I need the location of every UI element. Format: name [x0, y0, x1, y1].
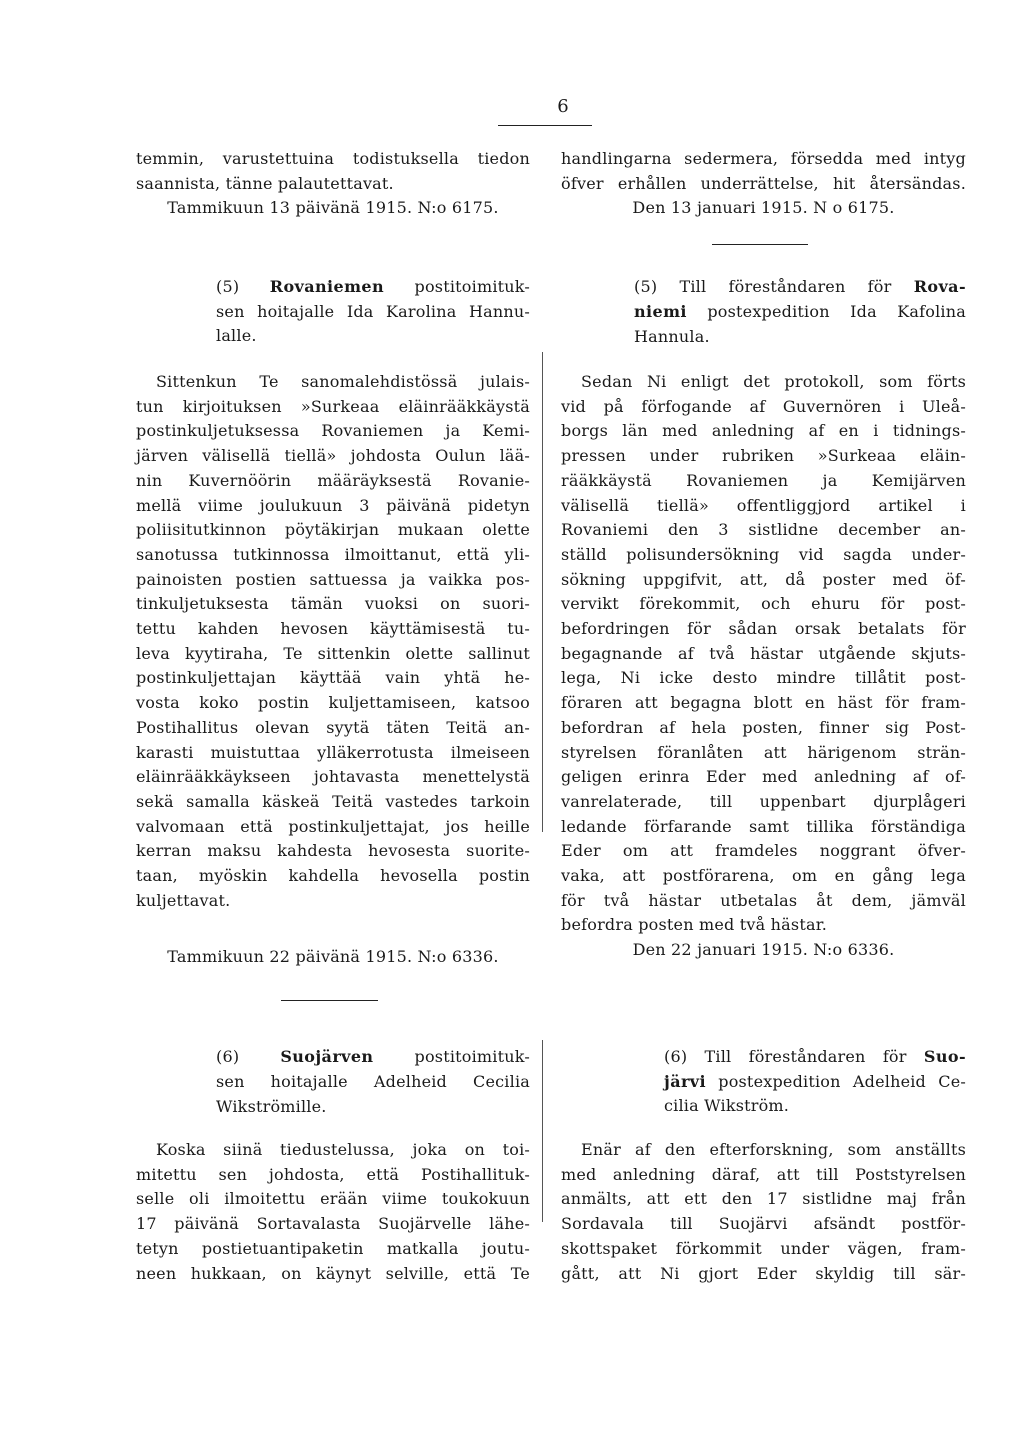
text-line: Postihallitus olevan syytä täten Teitä an- [136, 717, 530, 737]
page-number-rule [498, 125, 592, 126]
section-6-body-right [561, 1138, 966, 1286]
text-line: sekä samalla käskeä Teitä vastedes tarkoin [136, 791, 530, 811]
office-name: järvi [664, 1071, 706, 1091]
heading-text: postexpedition Adelheid Ce- [718, 1071, 966, 1091]
section-6-heading-left-lines [216, 1070, 530, 1119]
text-line: järven välisellä tiellä» johdosta Oulun lää- [136, 446, 530, 466]
heading-line [634, 275, 966, 300]
section-5-heading-right-cont [634, 300, 966, 349]
section-6-heading-right [664, 1045, 966, 1119]
text-line: med anledning däraf, att till Poststyrelsen [561, 1164, 966, 1184]
text-line: ledande förfarande samt tillika förständiga [561, 816, 966, 836]
section-number: (5) [634, 277, 658, 296]
text-line: gått, att Ni gjort Eder skyldig till sär- [561, 1263, 966, 1283]
section-6-body-left [136, 1138, 530, 1286]
text-line: Sordavala till Suojärvi afsändt postför- [561, 1214, 966, 1234]
text-line: poliisitutkinnon pöytäkirjan mukaan olette [136, 520, 530, 540]
text-line: postinkuljetuksessa Rovaniemen ja Kemi- [136, 421, 530, 441]
text-line: borgs län med anledning af en i tidnings- [561, 421, 966, 441]
text-line: painoisten postien sattuessa ja vaikka pos- [136, 569, 530, 589]
heading-line [664, 1045, 966, 1070]
section-separator-rule [712, 244, 808, 245]
text-line: vaka, att postförarena, om en gång lega [561, 866, 966, 886]
text-line: saannista, tänne palautettavat. [136, 173, 394, 193]
date-line: Den 13 januari 1915. N o 6175. [632, 198, 895, 218]
text-line: taan, myöskin kahdella hevosella postin [136, 866, 530, 886]
heading-text: postitoimituk- [414, 1047, 530, 1066]
section-separator-rule [281, 1000, 378, 1001]
text-line: valvomaan että postinkuljettajat, jos heille [136, 816, 530, 836]
text-line: styrelsen föranlåten att härigenom strän- [561, 742, 966, 762]
text-line: tinkuljetuksesta tämän vuoksi on suori- [136, 594, 530, 614]
heading-line: lalle. [216, 326, 257, 346]
text-line: anmälts, att ett den 17 sistlidne maj från [561, 1189, 966, 1209]
office-name: Rovaniemen [269, 277, 385, 296]
text-line: mitettu sen johdosta, että Postihallituk- [136, 1164, 530, 1184]
text-line: tettu kahden hevosen käyttämisestä tu- [136, 619, 530, 639]
heading-line [216, 1045, 530, 1070]
column-divider [542, 1040, 543, 1222]
heading-line [216, 275, 530, 300]
text-line: kerran maksu kahdesta hevosesta suorite- [136, 841, 530, 861]
section-5-body-right [561, 370, 966, 963]
heading-text: Till föreståndaren för [704, 1047, 907, 1066]
text-line: öfver erhållen underrättelse, hit återsändas. [561, 173, 966, 193]
section-number: (5) [216, 277, 240, 296]
text-line: föraren att begagna blott en häst för fram- [561, 693, 966, 713]
heading-text: postitoimituk- [414, 277, 530, 296]
section-6-heading-left [216, 1045, 530, 1070]
text-line: karasti muistuttaa ylläkerrotusta ilmeiseen [136, 742, 530, 762]
text-line: pressen under rubriken »Surkeaa eläin- [561, 446, 966, 466]
text-line: tetyn postietuantipaketin matkalla joutu- [136, 1238, 530, 1258]
heading-line [664, 1070, 966, 1095]
text-line: ställd polisundersökning vid sagda under- [561, 544, 966, 564]
heading-line: Hannula. [634, 326, 710, 346]
text-line: Sedan Ni enligt det protokoll, som förts [581, 372, 966, 391]
text-line: begagnande af två hästar utgående skjuts- [561, 643, 966, 663]
text-line: temmin, varustettuina todistuksella tiedon [136, 149, 530, 168]
heading-text: postexpedition Ida Kafolina [707, 302, 966, 321]
heading-line: sen hoitajalle Adelheid Cecilia [216, 1072, 530, 1091]
text-line: geligen erinra Eder med anledning af of- [561, 767, 966, 787]
heading-text: Till föreståndaren för [679, 277, 892, 296]
section-5-body-left [136, 370, 530, 913]
left-top-continuation [136, 147, 530, 221]
office-name: Suo- [923, 1047, 966, 1066]
date-line: Tammikuun 22 päivänä 1915. N:o 6336. [167, 947, 499, 966]
text-line: befordra posten med två hästar. [561, 915, 828, 935]
date-line: Tammikuun 13 päivänä 1915. N:o 6175. [167, 198, 499, 218]
text-line: Enär af den efterforskning, som anställts [581, 1140, 966, 1159]
text-line: sanotussa tutkinnossa ilmoittanut, että yli- [136, 544, 530, 564]
section-5-heading-left [216, 275, 530, 349]
date-line: Den 22 januari 1915. N:o 6336. [632, 940, 895, 960]
text-line: Koska siinä tiedustelussa, joka on toi- [156, 1140, 530, 1159]
text-line: kuljettavat. [136, 890, 231, 910]
office-name: Rova- [913, 277, 966, 296]
text-line: välisellä tiellä» offentliggjord artikel i [561, 495, 966, 515]
office-name: niemi [634, 302, 687, 321]
text-line: tun kirjoituksen »Surkeaa eläinrääkkäystä [136, 396, 530, 416]
heading-line: cilia Wikström. [664, 1096, 790, 1116]
section-number: (6) [664, 1047, 688, 1066]
right-top-continuation [561, 147, 966, 221]
text-line: neen hukkaan, on käynyt selville, että Te [136, 1263, 530, 1283]
page-number: 6 [557, 96, 569, 117]
text-line: vosta koko postin kuljettamiseen, katsoo [136, 693, 530, 713]
text-line: sökning uppgifvit, att, då poster med öf- [561, 569, 966, 589]
heading-line: sen hoitajalle Ida Karolina Hannu- [216, 301, 530, 321]
text-line: eläinrääkkäykseen johtavasta menettelystä [136, 767, 530, 787]
text-line: Rovaniemi den 3 sistlidne december an- [561, 520, 966, 540]
text-line: postinkuljettajan käyttää vain yhtä he- [136, 668, 530, 688]
text-line: vid på förfogande af Guvernören i Uleå- [561, 396, 966, 416]
text-line: skottspaket förkommit under vägen, fram- [561, 1238, 966, 1258]
text-line: för två hästar utbetalas åt dem, jämväl [561, 890, 966, 910]
text-line: rääkkäystä Rovaniemen ja Kemijärven [561, 470, 966, 490]
text-line: lega, Ni icke desto mindre tillåtit post- [561, 668, 966, 688]
section-5-heading-right [634, 275, 966, 300]
text-line: Sittenkun Te sanomalehdistössä julais- [156, 372, 530, 391]
section-5-date-left [136, 945, 530, 970]
text-line: selle oli ilmoitettu erään viime toukokuun [136, 1189, 530, 1209]
text-line: leva kyytiraha, Te sittenkin olette sallinut [136, 643, 530, 663]
text-line: 17 päivänä Sortavalasta Suojärvelle lähe- [136, 1214, 530, 1234]
text-line: nin Kuvernöörin määräyksestä Rovanie- [136, 470, 530, 490]
text-line: vervikt förekommit, och ehuru för post- [561, 594, 966, 614]
section-number: (6) [216, 1047, 240, 1066]
office-name: Suojärven [280, 1047, 374, 1066]
column-divider [542, 352, 543, 832]
text-line: befordran af hela posten, finner sig Post- [561, 717, 966, 737]
text-line: befordringen för sådan orsak betalats för [561, 619, 966, 639]
heading-line [634, 300, 966, 325]
text-line: mellä viime joulukuun 3 päivänä pidetyn [136, 495, 530, 515]
text-line: Eder om att framdeles noggrant öfver- [561, 841, 966, 861]
heading-line: Wikströmille. [216, 1096, 327, 1116]
text-line: handlingarna sedermera, försedda med intyg [561, 149, 966, 168]
text-line: vanrelaterade, till uppenbart djurplågeri [561, 791, 966, 811]
